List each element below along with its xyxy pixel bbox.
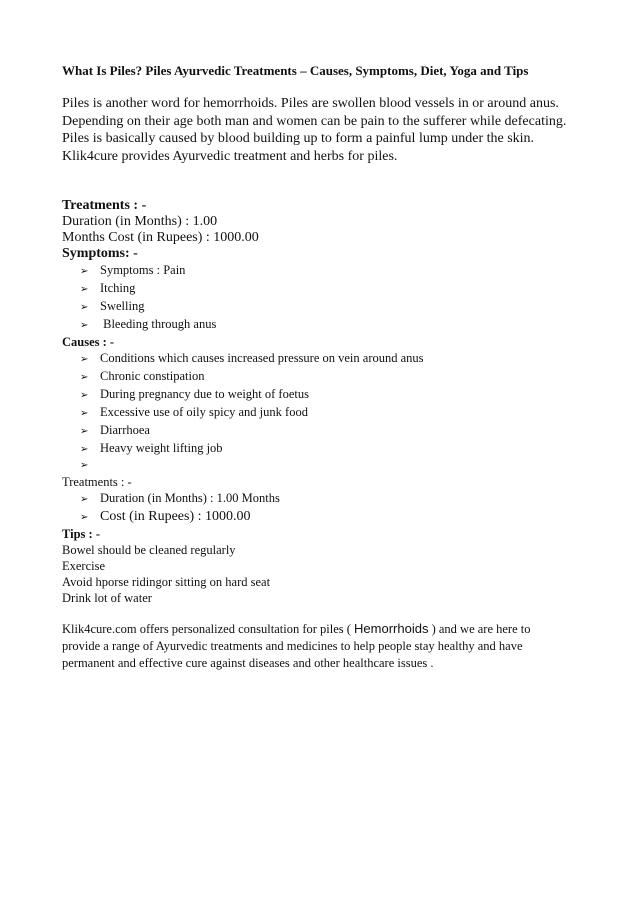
treatment-details: [62, 198, 572, 606]
arrow-bullet-icon: ➢: [80, 302, 89, 313]
list-item: ➢ Excessive use of oily spicy and junk food: [80, 404, 572, 422]
intro-line: Piles is another word for hemorrhoids. Piles are swollen blood vessels in or around anus.: [62, 96, 559, 111]
footer-line: permanent and effective cure against diseases and other healthcare issues .: [62, 656, 434, 670]
arrow-bullet-icon: ➢: [80, 426, 89, 437]
intro-line: Piles is basically caused by blood building up to form a painful lump under the skin.: [62, 131, 535, 146]
list-item: ➢ Swelling: [80, 298, 572, 316]
intro-paragraph: [62, 95, 572, 165]
list-item: ➢ Bleeding through anus: [80, 316, 572, 334]
intro-line: Klik4cure provides Ayurvedic treatment and herbs for piles.: [62, 148, 398, 164]
list-item: ➢ During pregnancy due to weight of foetus: [80, 386, 572, 404]
tip-line: Drink lot of water: [62, 591, 152, 605]
arrow-bullet-icon: ➢: [80, 512, 89, 523]
treatments-list: [62, 490, 572, 526]
arrow-bullet-icon: ➢: [80, 320, 89, 331]
tips-heading: Tips : -: [62, 527, 100, 541]
list-item: ➢ Duration (in Months) : 1.00 Months: [80, 490, 572, 508]
arrow-bullet-icon: ➢: [80, 460, 89, 471]
arrow-bullet-icon: ➢: [80, 372, 89, 383]
cost-line: Months Cost (in Rupees) : 1000.00: [62, 230, 259, 245]
arrow-bullet-icon: ➢: [80, 284, 89, 295]
list-item: ➢ Chronic constipation: [80, 368, 572, 386]
arrow-bullet-icon: ➢: [80, 266, 89, 277]
footer-line: Klik4cure.com offers personalized consultation for piles ( Hemorrhoids ) and we are here to: [62, 621, 531, 636]
symptoms-heading: Symptoms: -: [62, 246, 138, 261]
list-item: ➢ Itching: [80, 280, 572, 298]
symptoms-list: [62, 262, 572, 334]
arrow-bullet-icon: ➢: [80, 494, 89, 505]
list-item: ➢ Diarrhoea: [80, 422, 572, 440]
arrow-bullet-icon: ➢: [80, 390, 89, 401]
footer-line: provide a range of Ayurvedic treatments and medicines to help people stay healthy and have: [62, 639, 523, 653]
arrow-bullet-icon: ➢: [80, 354, 89, 365]
document-page: [62, 62, 572, 672]
intro-line: Depending on their age both man and women can be pain to the sufferer while defecating.: [62, 113, 567, 129]
document-title: What Is Piles? Piles Ayurvedic Treatments – Causes, Symptoms, Diet, Yoga and Tips: [62, 63, 529, 78]
tip-line: Exercise: [62, 559, 106, 573]
list-item: ➢ Conditions which causes increased pressure on vein around anus: [80, 350, 572, 368]
causes-heading: Causes : -: [62, 335, 115, 349]
list-item: ➢ Cost (in Rupees) : 1000.00: [80, 509, 251, 524]
tip-line: Bowel should be cleaned regularly: [62, 543, 236, 557]
arrow-bullet-icon: ➢: [80, 444, 89, 455]
arrow-bullet-icon: ➢: [80, 408, 89, 419]
list-item: ➢ Heavy weight lifting job: [80, 440, 572, 458]
causes-list: [62, 350, 572, 474]
list-item: [80, 458, 572, 474]
tip-line: Avoid hporse ridingor sitting on hard seat: [62, 575, 271, 589]
footer-paragraph: [62, 620, 572, 672]
duration-line: Duration (in Months) : 1.00: [62, 214, 218, 229]
list-item: ➢ Symptoms : Pain: [80, 262, 572, 280]
hemorrhoids-term: Hemorrhoids: [354, 621, 429, 636]
treatments-heading-secondary: Treatments : -: [62, 475, 132, 489]
treatments-heading: Treatments : -: [62, 198, 147, 213]
